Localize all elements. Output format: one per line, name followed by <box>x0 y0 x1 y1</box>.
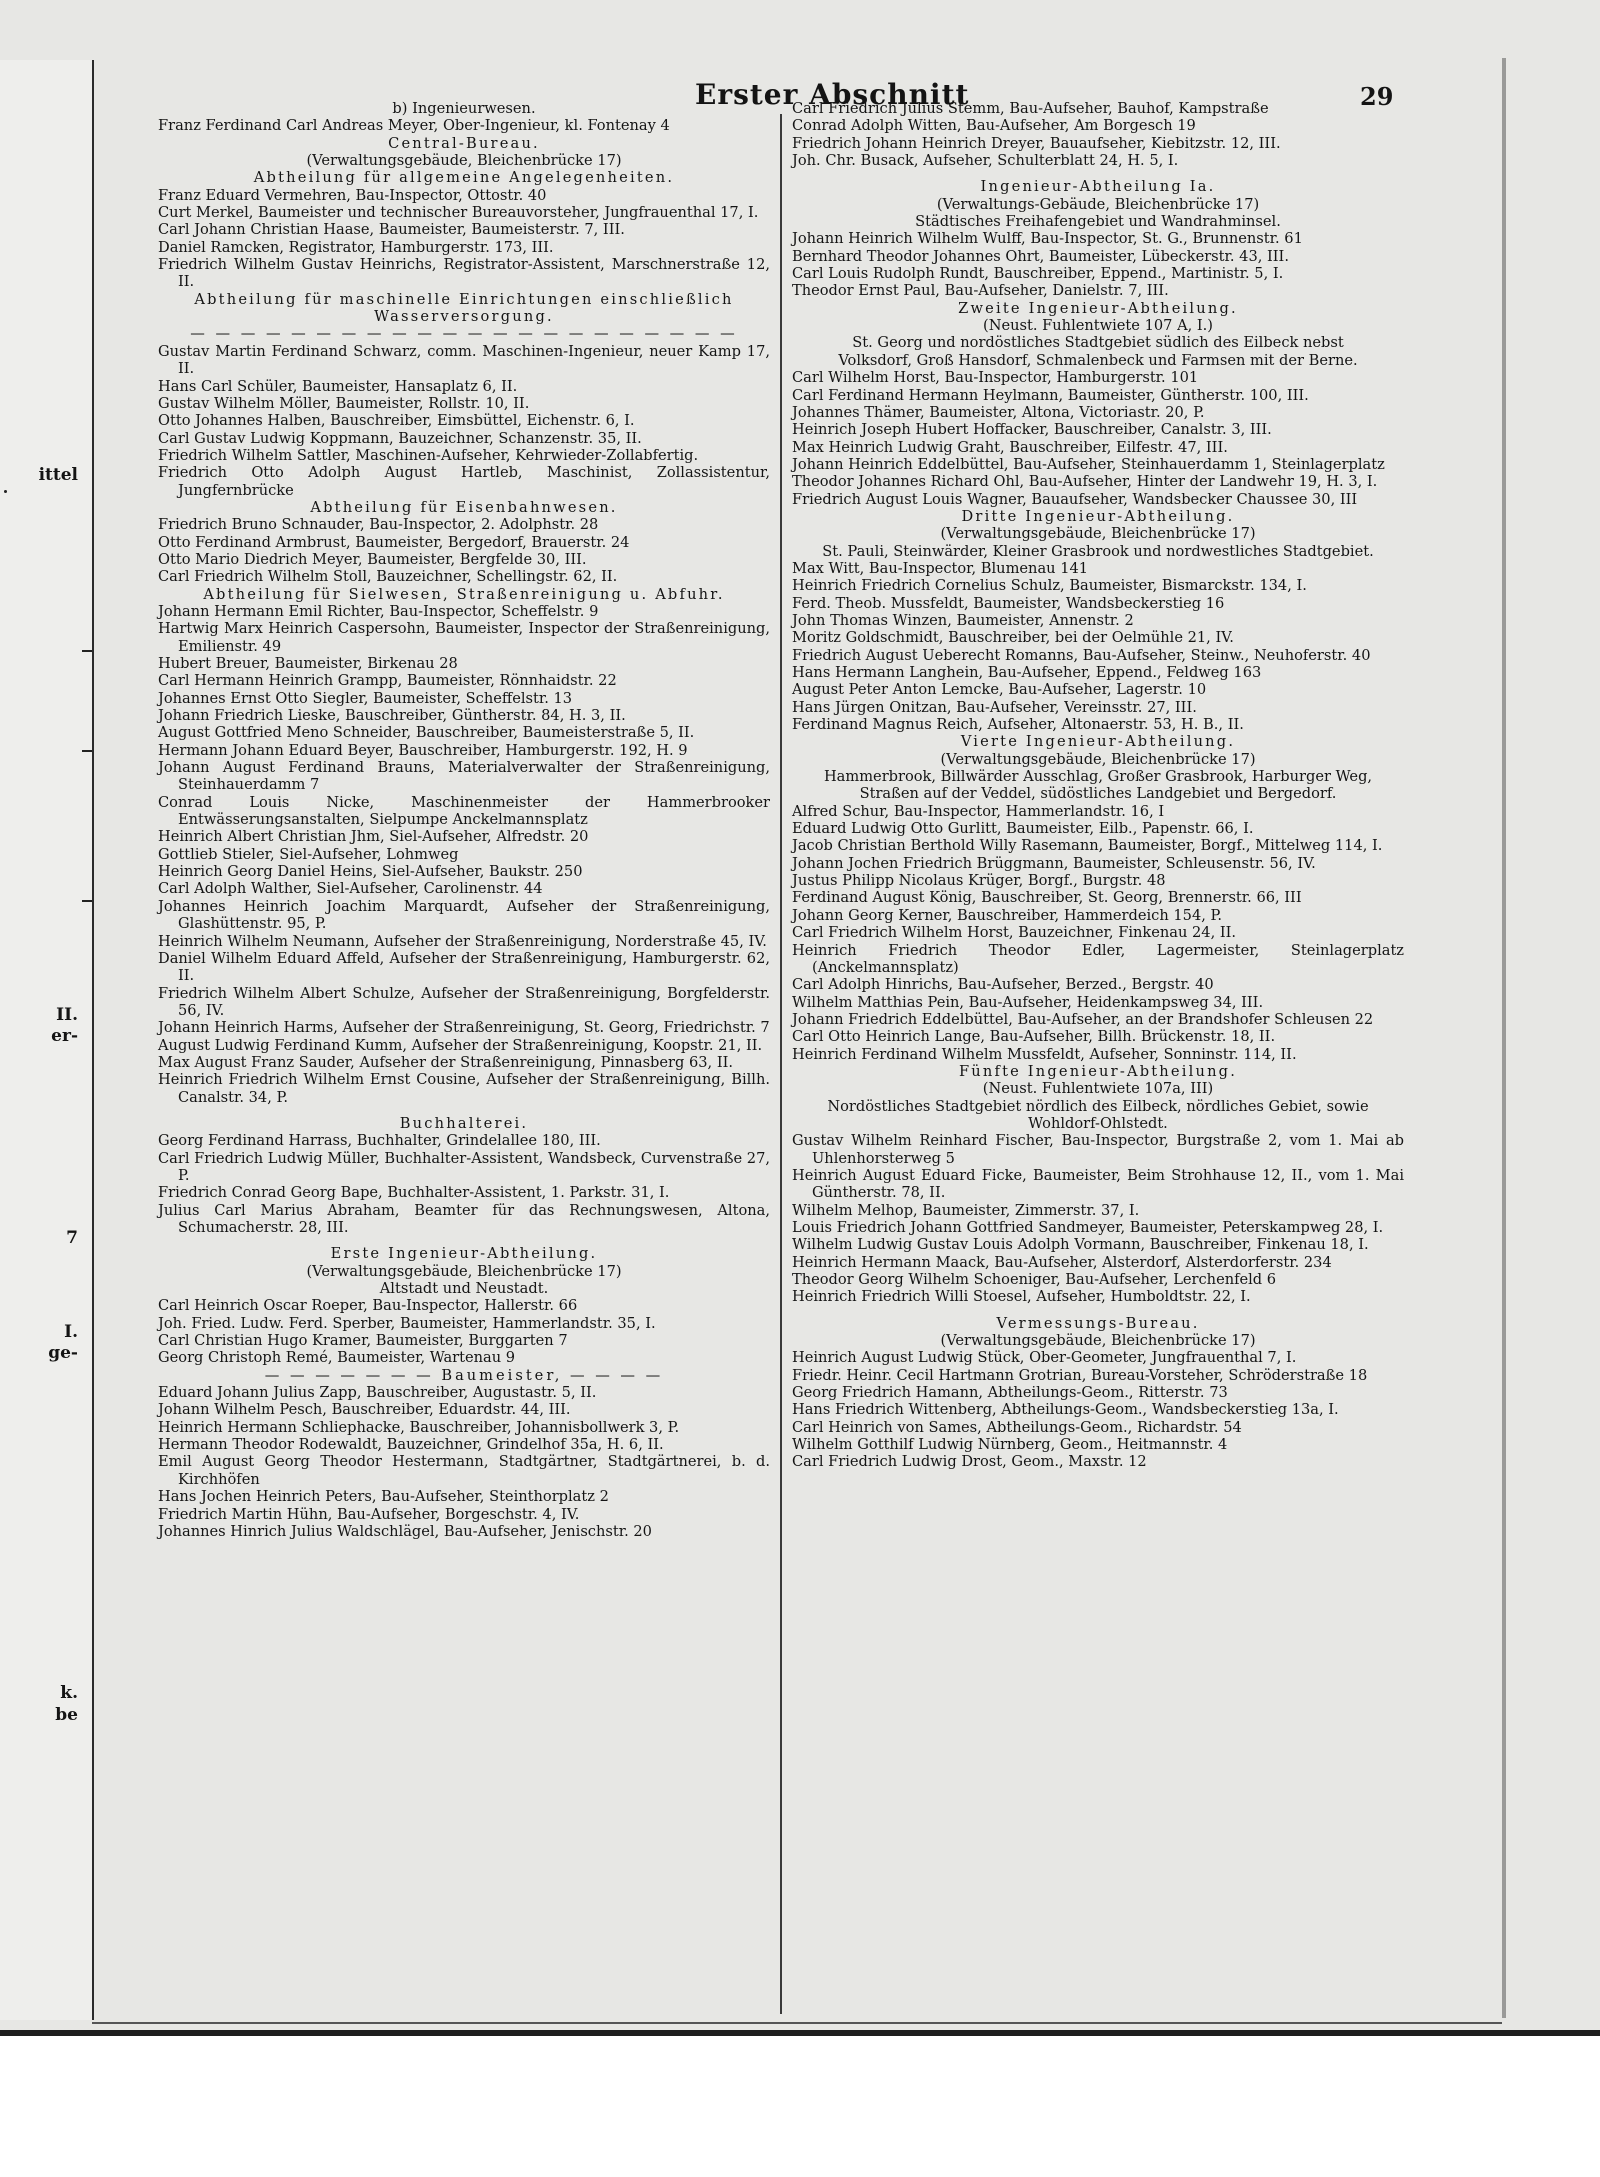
directory-entry: Hermann Theodor Rodewaldt, Bauzeichner, Grindelhof 35a, H. 6, II. <box>158 1436 664 1454</box>
directory-entry: Friedrich Otto Adolph August Hartleb, Maschinist, Zollassistentur, Jungfernbrücke <box>158 464 770 499</box>
margin-fragment: I. <box>64 1322 78 1342</box>
section-heading: Abtheilung für allgemeine Angelegenheiten. <box>253 169 675 187</box>
section-subheading: (Verwaltungsgebäude, Bleichenbrücke 17) <box>940 750 1256 768</box>
directory-entry: Carl Gustav Ludwig Koppmann, Bauzeichner, Schanzenstr. 35, II. <box>158 429 642 447</box>
directory-entry: Friedrich Wilhelm Albert Schulze, Aufseher der Straßenreinigung, Borgfelderstr. 56, IV. <box>158 984 770 1019</box>
directory-entry: Conrad Louis Nicke, Maschinenmeister der Hammerbrooker Entwässerungsanstalten, Sielpumpe Anckelmannsplatz <box>158 793 770 829</box>
directory-entry: Heinrich Hermann Schliephacke, Bauschreiber, Johannisbollwerk 3, P. <box>158 1418 680 1436</box>
directory-entry: Carl Hermann Heinrich Grampp, Baumeister, Rönnhaidstr. 22 <box>158 672 617 690</box>
directory-entry: Otto Mario Diedrich Meyer, Baumeister, Bergfelde 30, III. <box>158 550 587 568</box>
margin-fragment: er- <box>51 1026 78 1046</box>
page-edge-shadow <box>1502 58 1506 2018</box>
directory-entry: Johannes Ernst Otto Siegler, Baumeister, Scheffelstr. 13 <box>158 689 573 707</box>
section-subheading: (Verwaltungsgebäude, Bleichenbrücke 17) <box>306 152 622 170</box>
directory-entry: Georg Ferdinand Harrass, Buchhalter, Grindelallee 180, III. <box>158 1132 601 1150</box>
directory-entry: Julius Carl Marius Abraham, Beamter für das Rechnungswesen, Altona, Schumacherstr. 28, III. <box>158 1201 770 1236</box>
margin-fragment: II. <box>56 1005 78 1025</box>
previous-page-margin <box>0 60 94 2020</box>
section-title: Erster Abschnitt <box>695 78 970 111</box>
directory-entry: August Gottfried Meno Schneider, Bauschreiber, Baumeisterstraße 5, II. <box>158 724 695 742</box>
directory-entry: Hans Jürgen Onitzan, Bau-Aufseher, Vereinsstr. 27, III. <box>792 698 1197 716</box>
section-heading: Abtheilung für Sielwesen, Straßenreinigung u. Abfuhr. <box>203 585 725 603</box>
directory-entry: Gustav Wilhelm Möller, Baumeister, Rollstr. 10, II. <box>158 394 530 412</box>
directory-entry: Carl Adolph Hinrichs, Bau-Aufseher, Berzed., Bergstr. 40 <box>792 976 1214 994</box>
directory-entry: Johann Jochen Friedrich Brüggmann, Baumeister, Schleusenstr. 56, IV. <box>792 854 1316 872</box>
directory-entry: Max Heinrich Ludwig Graht, Bauschreiber, Eilfestr. 47, III. <box>792 438 1228 456</box>
section-heading: Dritte Ingenieur-Abtheilung. <box>961 507 1235 525</box>
directory-entry: Carl Friedrich Ludwig Müller, Buchhalter-Assistent, Wandsbeck, Curvenstraße 27, P. <box>158 1149 770 1184</box>
directory-entry: Joh. Fried. Ludw. Ferd. Sperber, Baumeister, Hammerlandstr. 35, I. <box>158 1314 656 1332</box>
section-heading: Vierte Ingenieur-Abtheilung. <box>960 733 1236 751</box>
directory-entry: Ferdinand Magnus Reich, Aufseher, Altonaerstr. 53, H. B., II. <box>792 716 1244 734</box>
directory-entry: Heinrich August Eduard Ficke, Baumeister, Beim Strohhause 12, II., vom 1. Mai Güntherstr. 78, II. <box>792 1166 1404 1202</box>
directory-entry: Otto Johannes Halben, Bauschreiber, Eimsbüttel, Eichenstr. 6, I. <box>158 412 635 430</box>
directory-page <box>150 78 1500 2023</box>
section-subheading: (Neust. Fuhlentwiete 107 A, I.) <box>983 317 1213 335</box>
section-heading: Erste Ingenieur-Abtheilung. <box>330 1245 598 1263</box>
directory-entry: Heinrich Georg Daniel Heins, Siel-Aufseher, Baukstr. 250 <box>158 863 583 881</box>
directory-entry: Moritz Goldschmidt, Bauschreiber, bei der Oelmühle 21, IV. <box>792 629 1234 647</box>
directory-entry: Friedrich Martin Hühn, Bau-Aufseher, Borgeschstr. 4, IV. <box>158 1505 580 1523</box>
section-heading: Abtheilung für maschinelle Einrichtungen einschließlich Wasserversorgung. <box>194 290 734 326</box>
directory-entry: Georg Christoph Remé, Baumeister, Wartenau 9 <box>158 1349 516 1367</box>
directory-entry: Johann Friedrich Lieske, Bauschreiber, Güntherstr. 84, H. 3, II. <box>158 707 626 725</box>
directory-entry: Friedrich Conrad Georg Bape, Buchhalter-Assistent, 1. Parkstr. 31, I. <box>158 1184 670 1202</box>
section-heading: Buchhalterei. <box>399 1114 529 1132</box>
spacer <box>792 169 1404 178</box>
section-heading: Fünfte Ingenieur-Abtheilung. <box>958 1062 1238 1080</box>
directory-entry: Johannes Heinrich Joachim Marquardt, Aufseher der Straßenreinigung, Glashüttenstr. 95, P. <box>158 897 770 933</box>
margin-fragment: be <box>55 1705 78 1725</box>
directory-entry: Hans Hermann Langhein, Bau-Aufseher, Eppend., Feldweg 163 <box>792 664 1262 681</box>
directory-entry: Carl Otto Heinrich Lange, Bau-Aufseher, Billh. Brückenstr. 18, II. <box>792 1028 1276 1046</box>
directory-entry: Emil August Georg Theodor Hestermann, Stadtgärtner, Stadtgärtnerei, b. d. Kirchhöfen <box>158 1453 770 1488</box>
spacer <box>158 1236 770 1245</box>
directory-entry: Carl Christian Hugo Kramer, Baumeister, Burggarten 7 <box>158 1332 568 1350</box>
directory-entry: Carl Heinrich von Sames, Abtheilungs-Geom., Richardstr. 54 <box>792 1418 1242 1436</box>
directory-entry: Johann Friedrich Eddelbüttel, Bau-Aufseher, an der Brandshofer Schleusen 22 <box>792 1010 1374 1028</box>
directory-entry: Johann Hermann Emil Richter, Bau-Inspector, Scheffelstr. 9 <box>158 602 599 620</box>
directory-entry: Johann Wilhelm Pesch, Bauschreiber, Eduardstr. 44, III. <box>158 1401 571 1419</box>
directory-entry: Carl Friedrich Wilhelm Stoll, Bauzeichner, Schellingstr. 62, II. <box>158 568 618 586</box>
scan-bottom-edge <box>0 2030 1600 2036</box>
directory-entry: Friedrich Bruno Schnauder, Bau-Inspector, 2. Adolphstr. 28 <box>158 516 599 534</box>
directory-entry: Carl Friedrich Ludwig Drost, Geom., Maxstr. 12 <box>792 1453 1147 1471</box>
directory-entry: Theodor Ernst Paul, Bau-Aufseher, Danielstr. 7, III. <box>792 282 1169 300</box>
directory-entry: Max Witt, Bau-Inspector, Blumenau 141 <box>792 559 1089 577</box>
section-heading: Vermessungs-Bureau. <box>996 1314 1200 1332</box>
directory-entry: Curt Merkel, Baumeister und technischer Bureauvorsteher, Jungfrauenthal 17, I. <box>158 204 759 222</box>
directory-entry: Friedrich Wilhelm Gustav Heinrichs, Registrator-Assistent, Marschnerstraße 12, II. <box>158 256 770 291</box>
page-number: 29 <box>1360 82 1394 111</box>
margin-dot <box>4 490 7 493</box>
directory-entry: Friedrich Wilhelm Sattler, Maschinen-Aufseher, Kehrwieder-Zollabfertig. <box>158 446 699 464</box>
directory-entry: Heinrich Friedrich Willi Stoesel, Aufseher, Humboldtstr. 22, I. <box>792 1288 1251 1306</box>
directory-entry: Alfred Schur, Bau-Inspector, Hammerlandstr. 16, I <box>792 802 1165 820</box>
directory-entry: Ferdinand August König, Bauschreiber, St. Georg, Brennerstr. 66, III <box>792 889 1302 907</box>
directory-entry: Heinrich Friedrich Cornelius Schulz, Baumeister, Bismarckstr. 134, I. <box>792 577 1307 595</box>
directory-entry: Wilhelm Matthias Pein, Bau-Aufseher, Heidenkampsweg 34, III. <box>792 993 1264 1011</box>
directory-entry: Johann Heinrich Wilhelm Wulff, Bau-Inspector, St. G., Brunnenstr. 61 <box>792 230 1303 248</box>
section-subheading: Altstadt und Neustadt. <box>379 1280 549 1298</box>
directory-entry: Max August Franz Sauder, Aufseher der Straßenreinigung, Pinnasberg 63, II. <box>158 1053 734 1071</box>
directory-entry: Johannes Hinrich Julius Waldschlägel, Bau-Aufseher, Jenischstr. 20 <box>158 1522 652 1540</box>
directory-entry: Louis Friedrich Johann Gottfried Sandmeyer, Baumeister, Peterskampweg 28, I. <box>792 1219 1384 1236</box>
directory-entry: Carl Friedrich Wilhelm Horst, Bauzeichner, Finkenau 24, II. <box>792 924 1237 942</box>
section-subheading: (Verwaltungsgebäude, Bleichenbrücke 17) <box>940 525 1256 543</box>
directory-entry: Johann Heinrich Harms, Aufseher der Straßenreinigung, St. Georg, Friedrichstr. 7 <box>158 1019 770 1037</box>
section-subheading: Städtisches Freihafengebiet und Wandrahminsel. <box>915 213 1281 231</box>
directory-entry: Wilhelm Gotthilf Ludwig Nürnberg, Geom., Heitmannstr. 4 <box>792 1436 1228 1454</box>
directory-entry: Joh. Chr. Busack, Aufseher, Schulterblatt 24, H. 5, I. <box>792 152 1179 170</box>
directory-entry: Friedrich August Ueberecht Romanns, Bau-Aufseher, Steinw., Neuhoferstr. 40 <box>792 646 1371 664</box>
directory-entry: Bernhard Theodor Johannes Ohrt, Baumeister, Lübeckerstr. 43, III. <box>792 247 1289 265</box>
directory-entry: Carl Johann Christian Haase, Baumeister, Baumeisterstr. 7, III. <box>158 221 625 239</box>
section-subheading: b) Ingenieurwesen. <box>392 100 536 117</box>
directory-entry: John Thomas Winzen, Baumeister, Annenstr. 2 <box>792 611 1134 629</box>
directory-entry: Carl Ferdinand Hermann Heylmann, Baumeister, Güntherstr. 100, III. <box>792 386 1309 404</box>
directory-entry: Daniel Ramcken, Registrator, Hamburgerstr. 173, III. <box>158 238 554 256</box>
directory-entry: Heinrich August Ludwig Stück, Ober-Geometer, Jungfrauenthal 7, I. <box>792 1349 1297 1367</box>
directory-entry: Franz Eduard Vermehren, Bau-Inspector, Ottostr. 40 <box>158 186 547 204</box>
directory-entry: Conrad Adolph Witten, Bau-Aufseher, Am Borgesch 19 <box>792 117 1196 135</box>
section-subheading: (Verwaltungsgebäude, Bleichenbrücke 17) <box>306 1262 622 1280</box>
directory-entry: Gottlieb Stieler, Siel-Aufseher, Lohmweg <box>158 845 459 863</box>
directory-entry: Friedr. Heinr. Cecil Hartmann Grotrian, Bureau-Vorsteher, Schröderstraße 18 <box>792 1366 1368 1384</box>
section-subheading: (Verwaltungsgebäude, Bleichenbrücke 17) <box>940 1332 1256 1350</box>
section-subheading: (Verwaltungs-Gebäude, Bleichenbrücke 17) <box>936 195 1260 213</box>
directory-entry: August Ludwig Ferdinand Kumm, Aufseher der Straßenreinigung, Koopstr. 21, II. <box>158 1036 763 1054</box>
directory-entry: Franz Ferdinand Carl Andreas Meyer, Ober-Ingenieur, kl. Fontenay 4 <box>158 117 670 135</box>
directory-entry: Heinrich Joseph Hubert Hoffacker, Bauschreiber, Canalstr. 3, III. <box>792 421 1272 439</box>
section-subheading: (Neust. Fuhlentwiete 107a, III) <box>982 1080 1214 1098</box>
directory-entry: Heinrich Friedrich Theodor Edler, Lagermeister, Steinlagerplatz (Anckelmannsplatz) <box>792 941 1404 976</box>
directory-entry: Ferd. Theob. Mussfeldt, Baumeister, Wandsbeckerstieg 16 <box>792 594 1225 612</box>
directory-entry: Johann August Ferdinand Brauns, Materialverwalter der Straßenreinigung, Steinhauerdamm 7 <box>158 759 770 794</box>
section-heading: Central-Bureau. <box>388 134 540 152</box>
directory-entry: Gustav Martin Ferdinand Schwarz, comm. Maschinen-Ingenieur, neuer Kamp 17, II. <box>158 342 770 378</box>
directory-entry: Carl Adolph Walther, Siel-Aufseher, Carolinenstr. 44 <box>158 880 543 898</box>
directory-entry: Otto Ferdinand Armbrust, Baumeister, Bergedorf, Brauerstr. 24 <box>158 533 630 551</box>
district-description: Hammerbrook, Billwärder Ausschlag, Großer Grasbrook, Harburger Weg, Straßen auf der Veddel, südöstliches Landgebiet und Bergedorf. <box>823 768 1373 803</box>
directory-entry: Eduard Johann Julius Zapp, Bauschreiber, Augustastr. 5, II. <box>158 1384 597 1402</box>
directory-entry: Jacob Christian Berthold Willy Rasemann, Baumeister, Borgf., Mittelweg 114, I. <box>792 837 1383 855</box>
directory-entry: Wilhelm Ludwig Gustav Louis Adolph Vormann, Bauschreiber, Finkenau 18, I. <box>792 1236 1369 1254</box>
section-heading: Ingenieur-Abtheilung Ia. <box>980 178 1216 196</box>
directory-entry: Hubert Breuer, Baumeister, Birkenau 28 <box>158 655 458 672</box>
directory-entry: Carl Louis Rudolph Rundt, Bauschreiber, Eppend., Martinistr. 5, I. <box>792 265 1284 283</box>
margin-rule <box>82 900 92 902</box>
right-column <box>792 100 1404 1471</box>
vacancy-line: — — — — — — — Baumeister, — — — — <box>264 1366 664 1384</box>
directory-entry: Heinrich Hermann Maack, Bau-Aufseher, Alsterdorf, Alsterdorferstr. 234 <box>792 1253 1332 1271</box>
directory-entry: Justus Philipp Nicolaus Krüger, Borgf., Burgstr. 48 <box>792 872 1166 890</box>
directory-entry: Carl Wilhelm Horst, Bau-Inspector, Hamburgerstr. 101 <box>792 369 1199 387</box>
directory-entry: Hans Jochen Heinrich Peters, Bau-Aufseher, Steinthorplatz 2 <box>158 1488 609 1506</box>
directory-entry: Georg Friedrich Hamann, Abtheilungs-Geom., Ritterstr. 73 <box>792 1384 1228 1402</box>
directory-entry: Carl Heinrich Oscar Roeper, Bau-Inspector, Hallerstr. 66 <box>158 1297 578 1315</box>
directory-entry: Hermann Johann Eduard Beyer, Bauschreiber, Hamburgerstr. 192, H. 9 <box>158 741 688 759</box>
district-description: St. Pauli, Steinwärder, Kleiner Grasbrook und nordwestliches Stadtgebiet. <box>822 542 1374 560</box>
directory-entry: Theodor Georg Wilhelm Schoeniger, Bau-Aufseher, Lerchenfeld 6 <box>792 1271 1277 1289</box>
directory-entry: August Peter Anton Lemcke, Bau-Aufseher, Lagerstr. 10 <box>792 681 1207 699</box>
directory-entry: Heinrich Wilhelm Neumann, Aufseher der Straßenreinigung, Norderstraße 45, IV. <box>158 932 767 950</box>
directory-entry: Gustav Wilhelm Reinhard Fischer, Bau-Inspector, Burgstraße 2, vom 1. Mai ab Uhlenhorsterweg 5 <box>792 1132 1404 1167</box>
margin-fragment: ge- <box>48 1343 78 1363</box>
directory-entry: Carl Friedrich Julius Stemm, Bau-Aufseher, Bauhof, Kampstraße <box>792 100 1269 117</box>
margin-fragment: 7 <box>66 1228 78 1248</box>
margin-fragment: k. <box>60 1683 78 1703</box>
left-column <box>158 100 770 1540</box>
directory-entry: Heinrich Friedrich Wilhelm Ernst Cousine, Aufseher der Straßenreinigung, Billh. Canalstr. 34, P. <box>158 1071 770 1106</box>
district-description: Nordöstliches Stadtgebiet nördlich des Eilbeck, nördliches Gebiet, sowie Wohldorf-Ohlstedt. <box>827 1097 1369 1132</box>
spacer <box>158 1106 770 1115</box>
margin-fragment: ittel <box>38 465 78 485</box>
directory-entry: Heinrich Albert Christian Jhm, Siel-Aufseher, Alfredstr. 20 <box>158 828 589 846</box>
directory-entry: Johannes Thämer, Baumeister, Altona, Victoriastr. 20, P. <box>792 403 1205 421</box>
directory-entry: Hartwig Marx Heinrich Caspersohn, Baumeister, Inspector der Straßenreinigung, Emilienstr. 49 <box>158 620 770 655</box>
vacancy-line: — — — — — — — — — — — — — — — — — — — — — — <box>190 325 738 343</box>
directory-entry: Friedrich August Louis Wagner, Bauaufseher, Wandsbecker Chaussee 30, III <box>792 490 1358 508</box>
directory-entry: Hans Friedrich Wittenberg, Abtheilungs-Geom., Wandsbeckerstieg 13a, I. <box>792 1401 1339 1419</box>
directory-entry: Friedrich Johann Heinrich Dreyer, Bauaufseher, Kiebitzstr. 12, III. <box>792 134 1281 152</box>
section-heading: Zweite Ingenieur-Abtheilung. <box>958 299 1238 317</box>
margin-rule <box>82 650 92 652</box>
directory-entry: Johann Georg Kerner, Bauschreiber, Hammerdeich 154, P. <box>792 906 1223 924</box>
directory-entry: Daniel Wilhelm Eduard Affeld, Aufseher der Straßenreinigung, Hamburgerstr. 62, II. <box>158 949 770 985</box>
section-heading: Abtheilung für Eisenbahnwesen. <box>310 498 618 516</box>
directory-entry: Johann Heinrich Eddelbüttel, Bau-Aufseher, Steinhauerdamm 1, Steinlagerplatz <box>792 455 1385 473</box>
district-description: St. Georg und nordöstliches Stadtgebiet südlich des Eilbeck nebst Volksdorf, Groß Hansdorf, Schmalenbeck und Farmsen mit der Berne. <box>838 334 1358 369</box>
directory-entry: Theodor Johannes Richard Ohl, Bau-Aufseher, Hinter der Landwehr 19, H. 3, I. <box>792 473 1378 491</box>
directory-entry: Wilhelm Melhop, Baumeister, Zimmerstr. 37, I. <box>792 1201 1140 1219</box>
directory-entry: Eduard Ludwig Otto Gurlitt, Baumeister, Eilb., Papenstr. 66, I. <box>792 820 1254 838</box>
column-divider <box>780 114 782 2014</box>
spacer <box>792 1306 1404 1315</box>
directory-entry: Hans Carl Schüler, Baumeister, Hansaplatz 6, II. <box>158 377 518 395</box>
margin-rule <box>82 750 92 752</box>
directory-entry: Heinrich Ferdinand Wilhelm Mussfeldt, Aufseher, Sonninstr. 114, II. <box>792 1045 1297 1063</box>
